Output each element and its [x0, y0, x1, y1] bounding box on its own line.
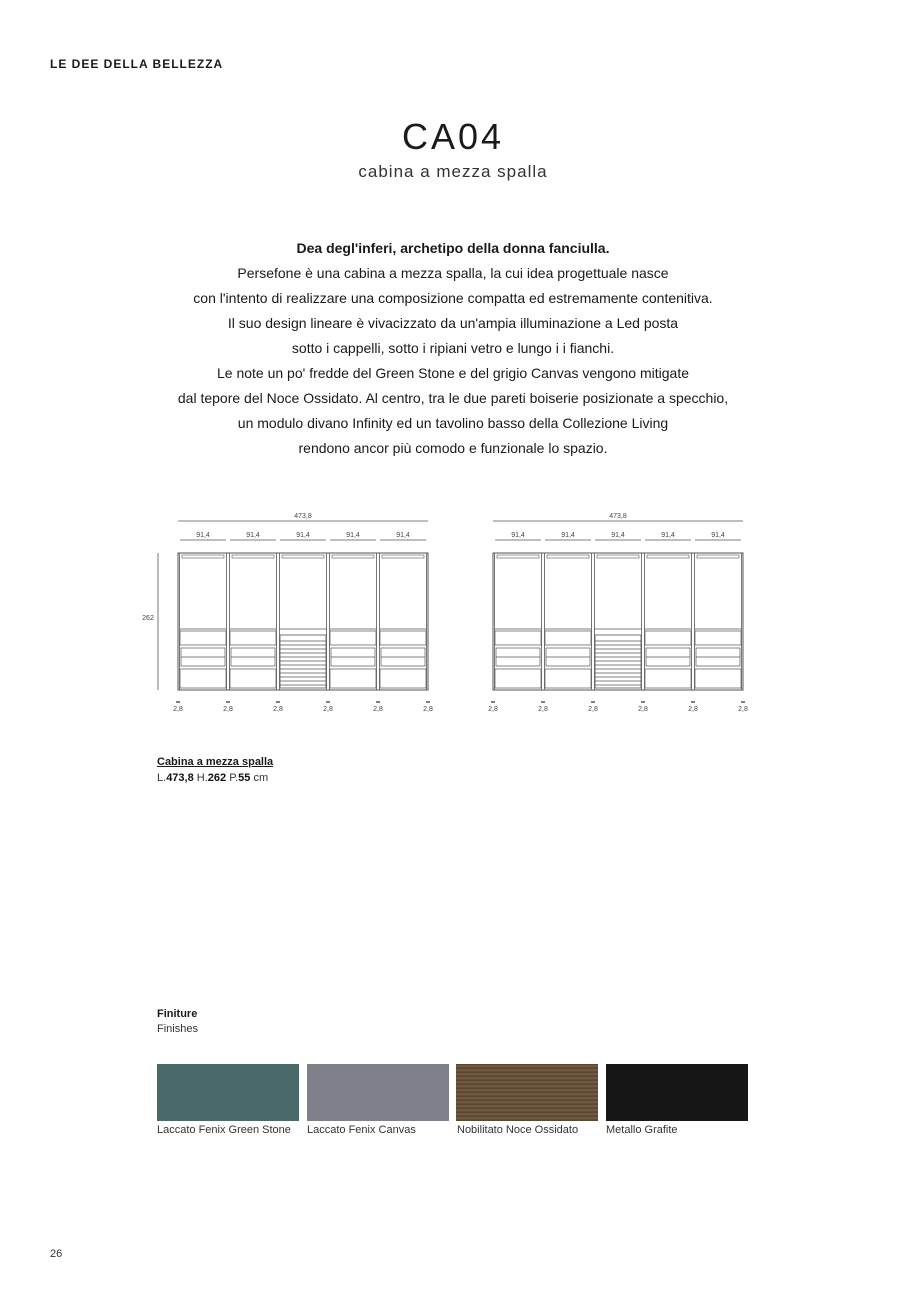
intro-line: Le note un po' fredde del Green Stone e del grigio Canvas vengono mitigate [217, 365, 689, 381]
swatch-canvas [307, 1064, 449, 1121]
finish-label: Laccato Fenix Green Stone [157, 1124, 291, 1136]
finish-label: Metallo Grafite [606, 1124, 678, 1136]
swatch-metallo-grafite [606, 1064, 748, 1121]
drawer-unit [280, 635, 326, 688]
intro-line: sotto i cappelli, sotto i ripiani vetro e lungo i i fianchi. [291, 340, 615, 356]
side-width-label: 2,8 [488, 706, 498, 713]
side-width-label: 2,8 [273, 706, 283, 713]
led-bar [382, 555, 424, 558]
top-drawer [645, 631, 691, 645]
drawer-unit [595, 635, 641, 688]
product-dimensions: L.473,8 H.262 P.55 cm [157, 772, 269, 784]
intro-line: con l'intento di realizzare una composizione compatta ed estremamente contenitiva. [193, 290, 713, 306]
total-width-label: 473,8 [609, 513, 627, 520]
led-bar [232, 555, 274, 558]
module-width-label: 91,4 [396, 532, 410, 539]
side-width-label: 2,8 [323, 706, 333, 713]
intro-line: Persefone è una cabina a mezza spalla, la cui idea progettuale nasce [237, 265, 669, 281]
led-bar [332, 555, 374, 558]
intro-lead: Dea degl'inferi, archetipo della donna fanciulla. [296, 240, 610, 256]
top-drawer [545, 631, 591, 645]
module-width-label: 91,4 [611, 532, 625, 539]
side-width-label: 2,8 [588, 706, 598, 713]
top-drawer [180, 631, 226, 645]
page-number: 26 [50, 1248, 63, 1260]
top-drawer [695, 631, 741, 645]
side-width-label: 2,8 [223, 706, 233, 713]
module-width-label: 91,4 [561, 532, 575, 539]
led-bar [282, 555, 324, 558]
led-bar [182, 555, 224, 558]
intro-line: un modulo divano Infinity ed un tavolino basso della Collezione Living [237, 415, 669, 431]
side-width-label: 2,8 [173, 706, 183, 713]
top-drawer [380, 631, 426, 645]
product-subtitle: cabina a mezza spalla [358, 162, 548, 181]
technical-drawing [135, 505, 775, 720]
side-width-label: 2,8 [538, 706, 548, 713]
bottom-drawer [380, 669, 426, 688]
intro-text [100, 236, 806, 461]
side-width-label: 2,8 [688, 706, 698, 713]
intro-line: dal tepore del Noce Ossidato. Al centro, tra le due pareti boiserie posizionate a specchio, [177, 390, 729, 406]
finishes-subtitle: Finishes [157, 1023, 198, 1035]
module-width-label: 91,4 [511, 532, 525, 539]
finish-label: Laccato Fenix Canvas [307, 1124, 416, 1136]
brand-label: LE DEE DELLA BELLEZZA [50, 57, 224, 71]
led-bar [497, 555, 539, 558]
bottom-drawer [230, 669, 276, 688]
led-bar [697, 555, 739, 558]
finishes-title: Finiture [157, 1008, 198, 1020]
bottom-drawer [545, 669, 591, 688]
bottom-drawer [180, 669, 226, 688]
module-width-label: 91,4 [711, 532, 725, 539]
led-bar [647, 555, 689, 558]
side-width-label: 2,8 [738, 706, 748, 713]
bottom-drawer [330, 669, 376, 688]
swatch-green-stone [157, 1064, 299, 1121]
bottom-drawer [495, 669, 541, 688]
top-drawer [495, 631, 541, 645]
finish-label: Nobilitato Noce Ossidato [457, 1124, 579, 1136]
side-width-label: 2,8 [423, 706, 433, 713]
side-width-label: 2,8 [638, 706, 648, 713]
intro-line: Il suo design lineare è vivacizzato da un'ampia illuminazione a Led posta [227, 315, 679, 331]
bottom-drawer [695, 669, 741, 688]
top-drawer [230, 631, 276, 645]
total-width-label: 473,8 [294, 513, 312, 520]
wardrobe-outline [493, 553, 743, 690]
bottom-drawer [645, 669, 691, 688]
led-bar [547, 555, 589, 558]
product-code: CA04 [401, 116, 505, 157]
module-width-label: 91,4 [246, 532, 260, 539]
module-width-label: 91,4 [296, 532, 310, 539]
wardrobe-outline [178, 553, 428, 690]
module-width-label: 91,4 [196, 532, 210, 539]
intro-line: rendono ancor più comodo e funzionale lo spazio. [298, 440, 608, 456]
led-bar [597, 555, 639, 558]
product-name: Cabina a mezza spalla [157, 756, 274, 768]
top-drawer [330, 631, 376, 645]
side-width-label: 2,8 [373, 706, 383, 713]
height-label: 262 [142, 615, 154, 622]
swatch-noce-ossidato [456, 1064, 598, 1121]
module-width-label: 91,4 [346, 532, 360, 539]
module-width-label: 91,4 [661, 532, 675, 539]
